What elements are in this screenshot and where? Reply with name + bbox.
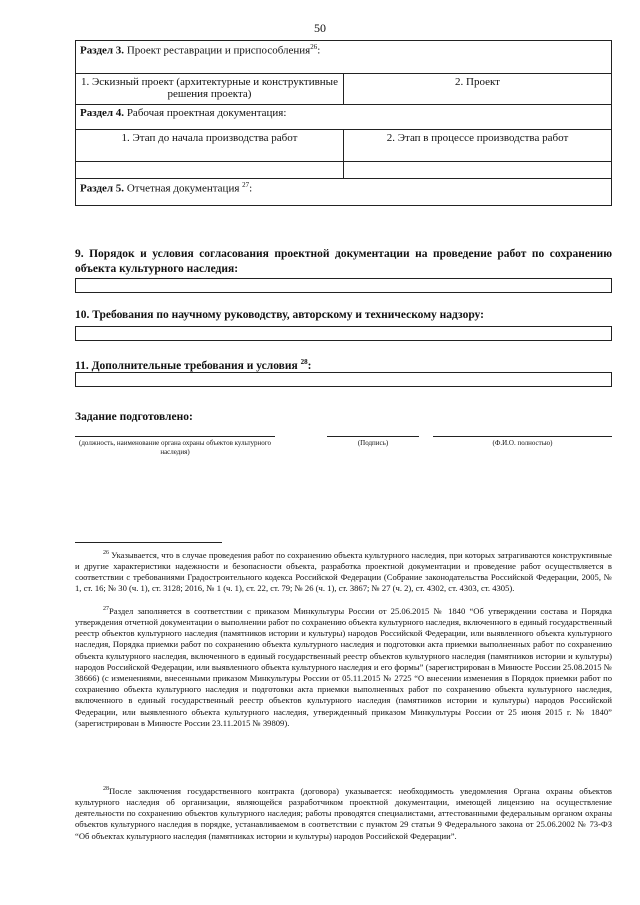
- item-10-heading: 10. Требования по научному руководству, авторскому и техническому надзору:: [75, 309, 484, 321]
- prepared-by-heading: Задание подготовлено:: [75, 411, 193, 423]
- footnote-ref-28: 28: [300, 358, 308, 366]
- footnote-27-number: 27: [103, 606, 109, 612]
- section-5-text: Отчетная документация: [124, 182, 243, 195]
- footnote-separator: [75, 542, 222, 543]
- item-9-field[interactable]: [75, 278, 612, 293]
- footnote-ref-27: 27: [242, 181, 250, 189]
- footnote-28-text: После заключения государственного контракта (договора) указывается: необходимость уведомления Органа охраны объектов культурного наследия об организации, являющейся разработчиком проектной документации, имеющей лицензию на осуществление деятельности по сохранению объектов культурного наследия; работы проводятся специалистами, аттестованными федеральным органом охраны объектов культурного наследия в порядке, устанавливаемом в соответствии с пунктом 29 статьи 9 Федерального закона от 25.06.2002 № 73-ФЗ “Об объектах культурного наследия (памятниках истории и культуры) народов Российской Федерации”.: [75, 785, 612, 841]
- footnote-26-text: Указывается, что в случае проведения работ по сохранению объекта культурного наследия, при которых затрагиваются конструктивные и другие характеристики надежности и безопасности объекта, разработка проектной документации и проведение работ осуществляется в соответствии с требованиями Градостроительного кодекса Российской Федерации (Собрание законодательства Российской Федерации, 2005, № 1, ст. 16; № 30 (ч. 1), ст. 3128; 2016, № 1 (ч. 1), ст. 22, ст. 79; № 26 (ч. 1), ст. 3867; № 27 (ч. 2), ст. 4302, ст. 4303, ст. 4305).: [75, 549, 612, 594]
- section-4-blank-cell-2: [344, 162, 612, 179]
- section-3-project: 2. Проект: [344, 74, 612, 105]
- section-4-blank-cell-1: [76, 162, 344, 179]
- item-11-colon: :: [307, 359, 312, 372]
- footnote-27: [75, 604, 612, 729]
- section-4-text: Рабочая проектная документация:: [124, 107, 287, 119]
- signature-caption: (Подпись): [357, 439, 389, 447]
- item-11-text: 11. Дополнительные требования и условия: [75, 359, 301, 372]
- position-caption: (должность, наименование органа охраны объектов культурного наследия): [79, 439, 271, 456]
- section-3-sketch-project: 1. Эскизный проект (архитектурные и конструктивные решения проекта): [76, 74, 344, 105]
- full-name-caption: (Ф.И.О. полностью): [492, 439, 553, 447]
- footnote-27-text: Раздел заполняется в соответствии с приказом Минкультуры России от 25.06.2015 № 1840 “Об утверждении состава и Порядка утверждения отчетной документации о выполнении работ по сохранению объекта культурного наследия, включенного в единый государственный реестр объектов культурного наследия (памятников истории и культуры) народов Российской Федерации, или выявленного объекта культурного наследия, Порядка приемки работ по сохранению объекта культурного наследия и подготовки акта приемки выполненных работ по сохранению объекта культурного наследия, включенного в единый государственный реестр объектов культурного наследия (памятников истории и культуры) народов Российской Федерации, или выявленного объекта культурного наследия и его формы” (зарегистрирован в Минюсте России 25.08.2015 № 38666) (с изменениями, внесенными приказом Минкультуры России от 05.11.2015 № 2725 “О внесении изменения в Порядок приемки работ по сохранению объекта культурного наследия и подготовки акта приемки выполненных работ по сохранению объекта культурного наследия, включенного в единый государственный реестр объектов культурного наследия (памятников истории и культуры) народов Российской Федерации, или выявленного объекта культурного наследия, утвержденный приказом Минкультуры России от 25 июня 2015 г. № 1840” (зарегистрирован в Минюсте России 23.11.2015 № 39809).: [75, 605, 612, 728]
- item-11-field[interactable]: [75, 372, 612, 387]
- section-4-stage-during: 2. Этап в процессе производства работ: [344, 130, 612, 162]
- signature-line[interactable]: [327, 436, 419, 437]
- item-11-heading: [75, 355, 612, 374]
- section-4-row: [76, 105, 612, 130]
- section-3-row: [76, 41, 612, 74]
- section-3-text: Проект реставрации и приспособления: [124, 44, 311, 57]
- footnote-26-number: 26: [103, 550, 109, 556]
- position-signature-line[interactable]: [75, 436, 275, 437]
- footnote-28-number: 28: [103, 786, 109, 792]
- footnote-28: [75, 784, 612, 842]
- section-3-colon: :: [317, 44, 321, 57]
- full-name-line[interactable]: [433, 436, 612, 437]
- project-documentation-table: [75, 40, 612, 206]
- section-4-label: Раздел 4.: [80, 107, 125, 119]
- footnote-ref-26: 26: [310, 43, 318, 51]
- item-10-field[interactable]: [75, 326, 612, 341]
- section-5-label: Раздел 5.: [80, 182, 125, 195]
- page-number: 50: [314, 21, 326, 35]
- section-5-colon: :: [249, 182, 253, 195]
- footnote-26: [75, 548, 612, 595]
- item-9-heading: 9. Порядок и условия согласования проектной документации на проведение работ по сохранению объекта культурного наследия:: [75, 248, 612, 275]
- section-5-row: [76, 179, 612, 206]
- section-4-stage-before: 1. Этап до начала производства работ: [76, 130, 344, 162]
- section-3-label: Раздел 3.: [80, 44, 125, 57]
